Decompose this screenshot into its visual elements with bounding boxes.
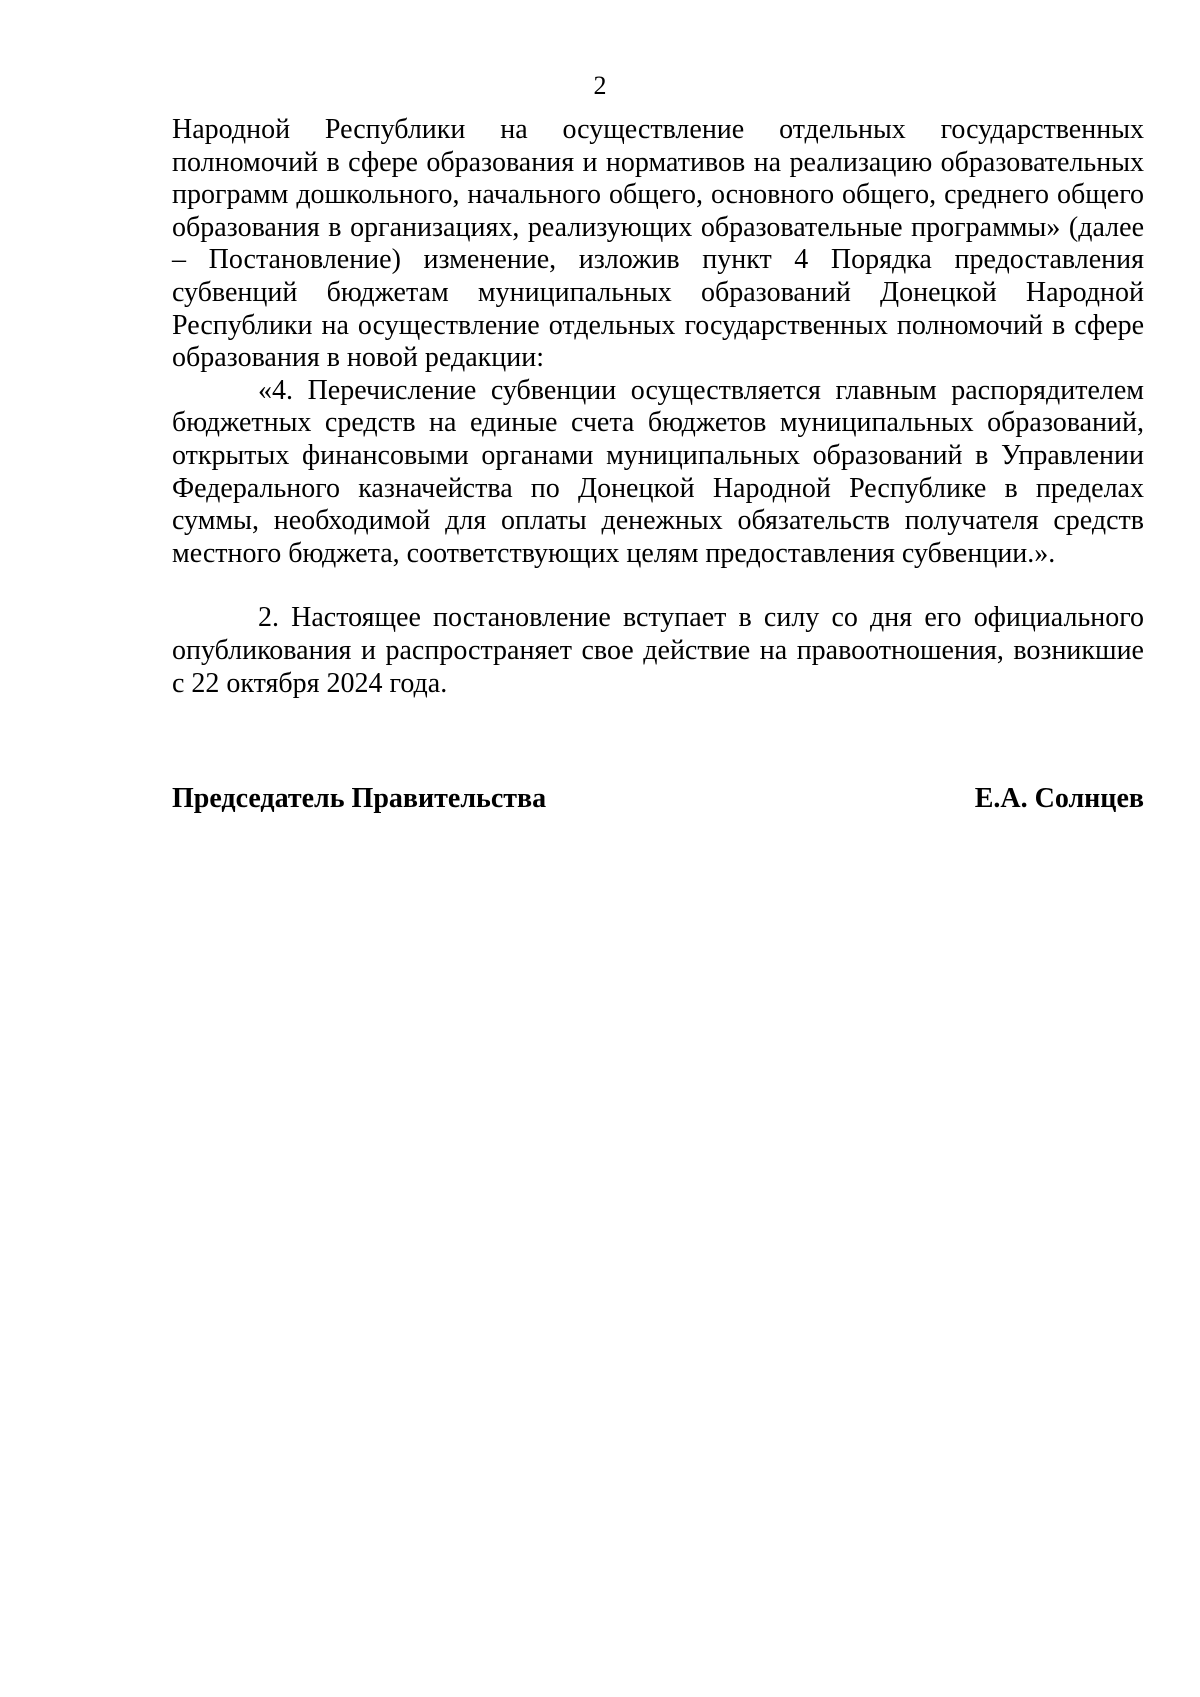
signatory-position: Председатель Правительства	[172, 783, 547, 814]
paragraph-continuation: Народной Республики на осуществление отдельных государственных полномочий в сфере образования и нормативов на реализацию образовательных программ дошкольного, начального общего, основного общего, среднего общего образования в организациях, реализующих образовательные программы» (далее – Постановление) изменение, изложив пункт 4 Порядка предоставления субвенций бюджетам муниципальных образований Донецкой Народной Республики на осуществление отдельных государственных полномочий в сфере образования в новой редакции:	[172, 114, 1144, 374]
signature-block	[172, 782, 1144, 816]
paragraph-quoted-item-4: «4. Перечисление субвенции осуществляется главным распорядителем бюджетных средств на единые счета бюджетов муниципальных образований, открытых финансовыми органами муниципальных образований в Управлении Федерального казначейства по Донецкой Народной Республике в пределах суммы, необходимой для оплаты денежных обязательств получателя средств местного бюджета, соответствующих целям предоставления субвенции.».	[172, 374, 1144, 569]
signatory-name: Е.А. Солнцев	[974, 783, 1144, 814]
document-body	[172, 114, 1144, 700]
page-number: 2	[593, 71, 607, 100]
paragraph-item-2: 2. Настоящее постановление вступает в силу со дня его официального опубликования и распространяет свое действие на правоотношения, возникшие с 22 октября 2024 года.	[172, 602, 1144, 699]
